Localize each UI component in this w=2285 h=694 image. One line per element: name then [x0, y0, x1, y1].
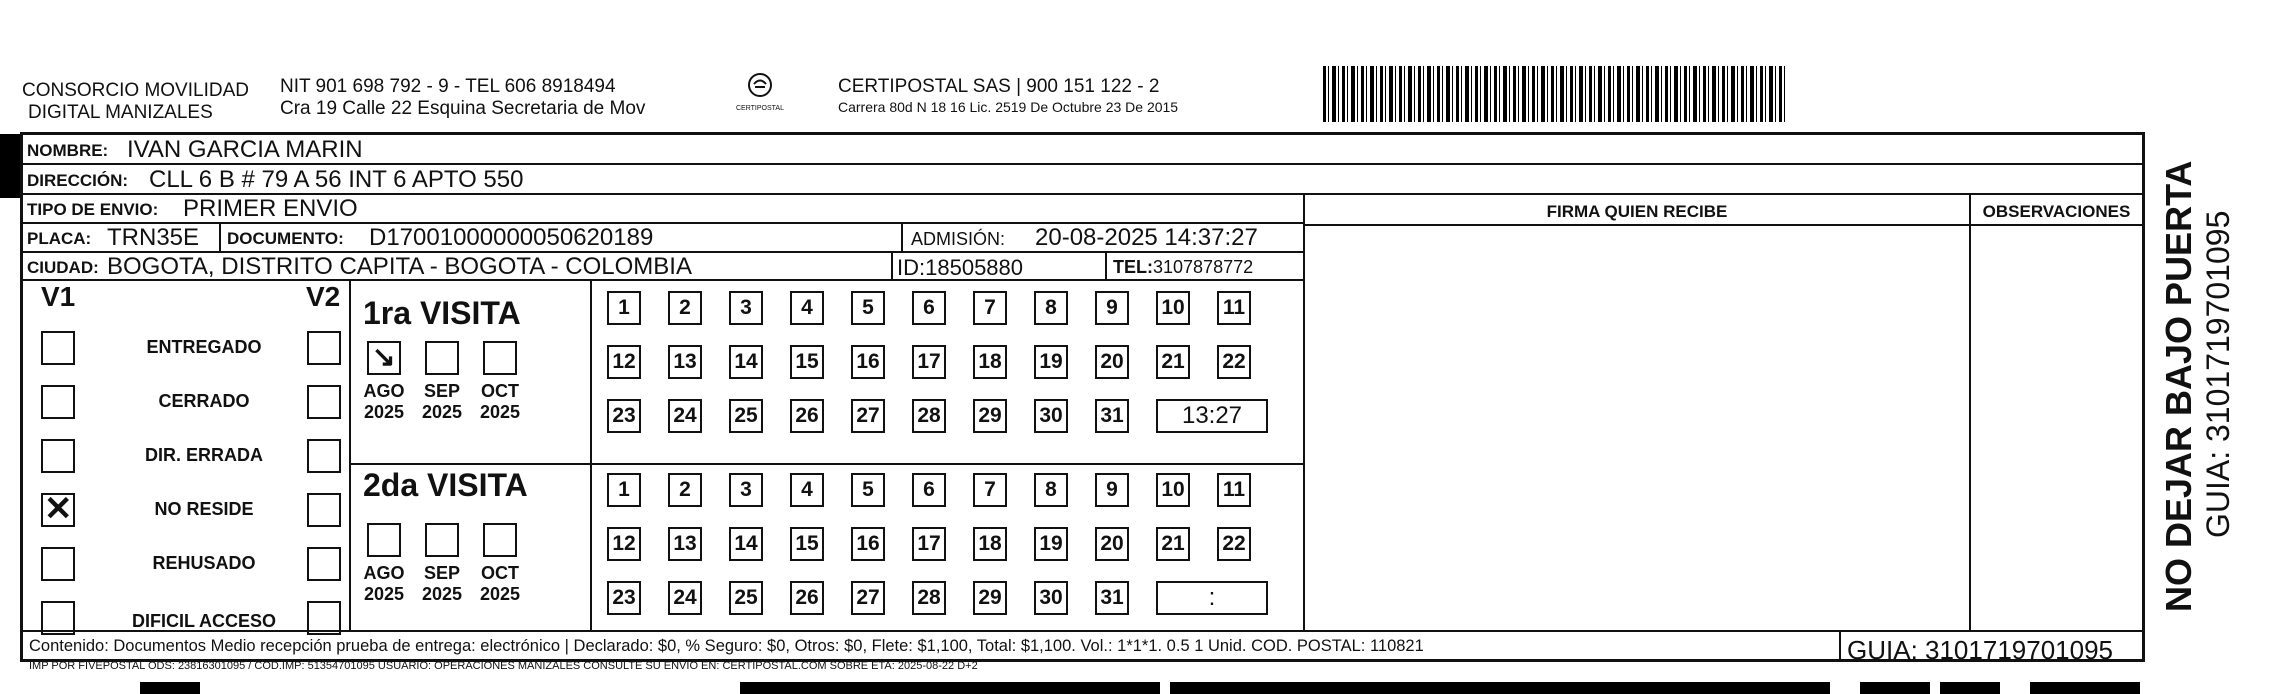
check-mark: ✕	[44, 490, 73, 528]
day-box[interactable]: 15	[790, 527, 824, 561]
month-year: 2025	[421, 402, 463, 422]
day-box[interactable]: 9	[1095, 473, 1129, 507]
logo-text: CERTIPOSTAL	[736, 105, 784, 112]
day-box[interactable]: 14	[729, 345, 763, 379]
ciudad-value: BOGOTA, DISTRITO CAPITA - BOGOTA - COLOMBIA	[107, 253, 692, 280]
month-checkbox[interactable]	[425, 341, 459, 375]
bottom-marks	[40, 682, 2140, 694]
month-label	[475, 563, 525, 605]
day-box[interactable]: 8	[1034, 473, 1068, 507]
day-box[interactable]: 5	[851, 291, 885, 325]
day-box[interactable]: 16	[851, 527, 885, 561]
day-box[interactable]: 14	[729, 527, 763, 561]
carrier-line: CERTIPOSTAL SAS | 900 151 122 - 2	[838, 76, 1160, 97]
v2-header: V2	[306, 281, 341, 312]
documento-value: D17001000000050620189	[369, 224, 654, 251]
v2-checkbox[interactable]	[307, 547, 341, 581]
day-box[interactable]: 4	[790, 473, 824, 507]
nombre-row	[23, 135, 2142, 165]
v2-checkbox[interactable]	[307, 493, 341, 527]
month-name: SEP	[423, 563, 461, 583]
ciudad-row	[23, 253, 1303, 281]
month-label	[359, 381, 409, 423]
month-name: OCT	[481, 381, 519, 401]
id-field	[897, 255, 1023, 281]
day-box[interactable]: 2	[668, 291, 702, 325]
day-box[interactable]: 30	[1034, 399, 1068, 433]
day-box[interactable]: 18	[973, 527, 1007, 561]
tel-value: 3107878772	[1153, 257, 1254, 277]
v2-checkbox[interactable]	[307, 601, 341, 635]
month-checkbox[interactable]	[483, 523, 517, 557]
v1-checkbox[interactable]	[41, 547, 75, 581]
second-visit-title: 2da VISITA	[363, 467, 528, 503]
month-checkbox[interactable]	[367, 523, 401, 557]
month-mark: ↘	[372, 341, 396, 372]
day-box[interactable]: 11	[1217, 473, 1251, 507]
day-box[interactable]: 13	[668, 345, 702, 379]
day-box[interactable]: 19	[1034, 527, 1068, 561]
day-box[interactable]: 28	[912, 399, 946, 433]
day-box[interactable]: 20	[1095, 527, 1129, 561]
carrier-info	[838, 76, 1178, 116]
day-box[interactable]: 20	[1095, 345, 1129, 379]
day-box[interactable]: 25	[729, 581, 763, 615]
company-line1: CONSORCIO MOVILIDAD	[22, 80, 249, 101]
day-box[interactable]: 22	[1217, 527, 1251, 561]
day-box[interactable]: 5	[851, 473, 885, 507]
day-box[interactable]: 7	[973, 473, 1007, 507]
month-name: OCT	[481, 563, 519, 583]
status-label: DIFICIL ACCESO	[131, 611, 276, 631]
second-visit-time[interactable]: :	[1156, 581, 1268, 615]
tel-field	[1113, 257, 1253, 278]
nombre-value: IVAN GARCIA MARIN	[127, 136, 363, 163]
day-box[interactable]: 18	[973, 345, 1007, 379]
day-box[interactable]: 24	[668, 581, 702, 615]
day-box[interactable]: 25	[729, 399, 763, 433]
tipo-row	[23, 195, 1303, 224]
firma-header: FIRMA QUIEN RECIBE	[1546, 202, 1728, 221]
company-contact	[280, 76, 645, 120]
direccion-value: CLL 6 B # 79 A 56 INT 6 APTO 550	[149, 166, 524, 193]
v1-checkbox[interactable]	[41, 490, 75, 528]
month-label	[359, 563, 409, 605]
side-warning: NO DEJAR BAJO PUERTA	[2158, 160, 2199, 612]
direccion-label: DIRECCIÓN:	[27, 171, 129, 190]
month-checkbox[interactable]	[483, 341, 517, 375]
day-box[interactable]: 4	[790, 291, 824, 325]
day-box[interactable]: 24	[668, 399, 702, 433]
day-box[interactable]: 27	[851, 399, 885, 433]
month-year: 2025	[363, 402, 405, 422]
tipo-label: TIPO DE ENVIO:	[27, 200, 159, 219]
day-box[interactable]: 23	[607, 581, 641, 615]
barcode	[1323, 66, 1785, 122]
day-box[interactable]: 17	[912, 345, 946, 379]
day-box[interactable]: 15	[790, 345, 824, 379]
month-label	[475, 381, 525, 423]
admision-value: 20-08-2025 14:37:27	[1035, 224, 1258, 251]
day-box[interactable]: 2	[668, 473, 702, 507]
day-box[interactable]: 12	[607, 345, 641, 379]
status-label: DIR. ERRADA	[144, 445, 263, 465]
company-line2: DIGITAL MANIZALES	[28, 102, 213, 123]
company-address: Cra 19 Calle 22 Esquina Secretaria de Mov	[280, 98, 646, 119]
logo-icon	[745, 72, 775, 100]
day-box[interactable]: 6	[912, 473, 946, 507]
contenido-text: Contenido: Documentos Medio recepción prueba de entrega: electrónico | Declarado: $0, % Seguro: $0, Otros: $0, Flete: $1,100, Total: $1,100. Vol.: 1*1*1. 0.5 1 Unid. COD. POSTAL: 110821	[29, 637, 1424, 655]
v1-checkbox[interactable]	[41, 385, 75, 419]
observaciones-header: OBSERVACIONES	[1982, 202, 2131, 221]
status-label: NO RESIDE	[154, 499, 254, 519]
day-box[interactable]: 12	[607, 527, 641, 561]
placa-label: PLACA:	[27, 229, 92, 248]
documento-label: DOCUMENTO:	[227, 229, 344, 248]
month-year: 2025	[363, 584, 405, 604]
day-box[interactable]: 21	[1156, 527, 1190, 561]
day-box[interactable]: 3	[729, 473, 763, 507]
month-checkbox[interactable]	[367, 341, 401, 375]
month-name: SEP	[423, 381, 461, 401]
day-box[interactable]: 29	[973, 399, 1007, 433]
first-visit-time[interactable]: 13:27	[1156, 399, 1268, 433]
month-year: 2025	[479, 584, 521, 604]
direccion-row	[23, 165, 2142, 195]
id-label: ID:	[897, 255, 926, 280]
admision-label: ADMISIÓN:	[911, 229, 1006, 249]
day-box[interactable]: 17	[912, 527, 946, 561]
imp-text: IMP POR FIVEPOSTAL ODS: 23816301095 / COD.IMP: 51354701095 USUARIO: OPERACIONES MANIZALES CONSULTE SU ENVIO EN: CERTIPOSTAL.COM SOBRE ETA: 2025-08-22 D+2	[29, 660, 978, 672]
day-box[interactable]: 28	[912, 581, 946, 615]
month-name: AGO	[363, 563, 405, 583]
day-box[interactable]: 26	[790, 581, 824, 615]
day-box[interactable]: 27	[851, 581, 885, 615]
v1-checkbox[interactable]	[41, 331, 75, 365]
day-box[interactable]: 26	[790, 399, 824, 433]
month-name: AGO	[363, 381, 405, 401]
carrier-address: Carrera 80d N 18 16 Lic. 2519 De Octubre 23 De 2015	[838, 99, 1179, 115]
v2-checkbox[interactable]	[307, 439, 341, 473]
status-label: REHUSADO	[152, 553, 256, 573]
month-label	[417, 563, 467, 605]
nit-line: NIT 901 698 792 - 9 - TEL 606 8918494	[280, 76, 616, 97]
day-box[interactable]: 16	[851, 345, 885, 379]
tipo-value: PRIMER ENVIO	[183, 195, 358, 222]
month-year: 2025	[479, 402, 521, 422]
month-year: 2025	[421, 584, 463, 604]
day-box[interactable]: 1	[607, 473, 641, 507]
certipostal-logo	[725, 72, 795, 120]
day-box[interactable]: 1	[607, 291, 641, 325]
day-box[interactable]: 11	[1217, 291, 1251, 325]
shipping-form	[20, 132, 2145, 672]
company-name	[22, 80, 249, 124]
day-box[interactable]: 7	[973, 291, 1007, 325]
day-box[interactable]: 22	[1217, 345, 1251, 379]
day-box[interactable]: 6	[912, 291, 946, 325]
status-label: CERRADO	[158, 391, 250, 411]
placa-row	[23, 224, 1303, 253]
day-box[interactable]: 31	[1095, 399, 1129, 433]
first-visit-title: 1ra VISITA	[363, 295, 521, 331]
v2-checkbox[interactable]	[307, 385, 341, 419]
placa-value: TRN35E	[107, 224, 200, 251]
nombre-label: NOMBRE:	[27, 141, 109, 160]
status-label: ENTREGADO	[146, 337, 262, 357]
day-box[interactable]: 19	[1034, 345, 1068, 379]
day-box[interactable]: 10	[1156, 473, 1190, 507]
day-box[interactable]: 13	[668, 527, 702, 561]
day-box[interactable]: 8	[1034, 291, 1068, 325]
v2-checkbox[interactable]	[307, 331, 341, 365]
day-box[interactable]: 10	[1156, 291, 1190, 325]
month-checkbox[interactable]	[425, 523, 459, 557]
id-value: 18505880	[925, 255, 1024, 280]
day-box[interactable]: 30	[1034, 581, 1068, 615]
day-box[interactable]: 23	[607, 399, 641, 433]
day-box[interactable]: 21	[1156, 345, 1190, 379]
ciudad-label: CIUDAD:	[27, 258, 99, 277]
day-box[interactable]: 9	[1095, 291, 1129, 325]
margin-mark	[0, 134, 20, 198]
day-box[interactable]: 3	[729, 291, 763, 325]
month-label	[417, 381, 467, 423]
v1-checkbox[interactable]	[41, 439, 75, 473]
side-guia: GUIA: 3101719701095	[2200, 210, 2236, 538]
tel-label: TEL:	[1113, 257, 1153, 277]
day-box[interactable]: 29	[973, 581, 1007, 615]
v1-header: V1	[41, 281, 76, 312]
day-box[interactable]: 31	[1095, 581, 1129, 615]
footer-guia: GUIA: 3101719701095	[1847, 635, 2113, 665]
v1-checkbox[interactable]	[41, 601, 75, 635]
